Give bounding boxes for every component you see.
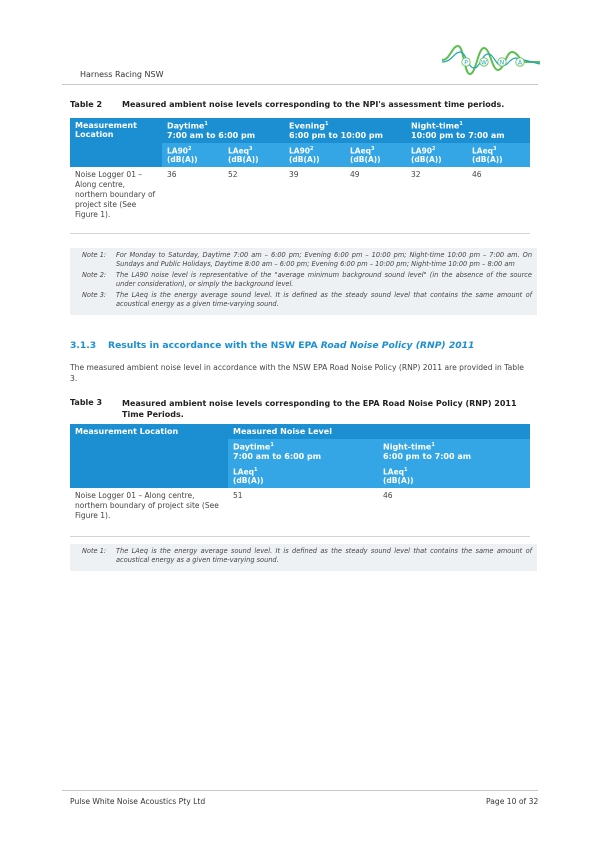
period-time: 6:00 pm to 7:00 am bbox=[383, 451, 472, 461]
logo-letter: N bbox=[499, 59, 505, 67]
table2-header-night bbox=[406, 118, 530, 143]
table3 bbox=[70, 424, 530, 537]
table3-cell: 46 bbox=[383, 491, 393, 501]
table3-notes bbox=[70, 544, 537, 571]
note-text: For Monday to Saturday, Daytime 7:00 am – 6:00 pm; Evening 6:00 pm – 10:00 pm; Night-time 10:00 pm – 7:00 am. On Sundays and Public Holidays, Daytime 8:00 am – 6:00 pm; Evening 6:00 pm – 10:00 pm; Night-time 10:00 pm – 8:00 am bbox=[116, 251, 532, 268]
table3-title: Measured ambient noise levels corresponding to the EPA Road Noise Policy (RNP) 2011 Time Periods. bbox=[122, 399, 517, 419]
table2-cell: 39 bbox=[289, 170, 299, 180]
period-sup: 1 bbox=[270, 442, 274, 448]
section-title: Results in accordance with the NSW EPA bbox=[108, 340, 321, 351]
table3-number: Table 3 bbox=[70, 398, 103, 407]
sub-label: LAeq bbox=[233, 467, 255, 477]
table2-header-evening bbox=[284, 118, 406, 143]
table2-sub-laeq bbox=[467, 143, 530, 168]
section-title-italic: Road Noise Policy (RNP) 2011 bbox=[320, 340, 475, 351]
sub-sup: 2 bbox=[310, 145, 314, 152]
sub-sup: 3 bbox=[493, 145, 497, 152]
table2-title: Measured ambient noise levels corresponding to the NPI's assessment time periods. bbox=[122, 100, 505, 109]
logo-letter: P bbox=[464, 59, 468, 67]
note bbox=[82, 547, 532, 565]
table3-sub-laeq bbox=[228, 464, 378, 489]
section-heading bbox=[70, 340, 474, 351]
sub-label: LAeq bbox=[228, 146, 250, 156]
logo-letter: A bbox=[517, 59, 523, 67]
table2-sub-la90 bbox=[162, 143, 223, 168]
sub-unit: (dB(A)) bbox=[472, 155, 503, 165]
sub-unit: (dB(A)) bbox=[228, 155, 259, 165]
period-name: Daytime bbox=[233, 442, 271, 452]
period-name: Night-time bbox=[383, 442, 432, 452]
table3-cell: 51 bbox=[233, 491, 243, 501]
note-text: The LAeq is the energy average sound level. It is defined as the steady sound level that contains the same amount of acoustical energy as a given time-varying sound. bbox=[116, 547, 532, 564]
table2-number: Table 2 bbox=[70, 100, 103, 109]
period-sup: 1 bbox=[204, 121, 208, 127]
sub-label: LAeq bbox=[383, 467, 405, 477]
logo-letter: W bbox=[481, 59, 487, 67]
table3-caption bbox=[70, 398, 530, 420]
sub-sup: 1 bbox=[254, 466, 258, 473]
page-number: Page 10 of 32 bbox=[486, 797, 539, 806]
section-number: 3.1.3 bbox=[70, 340, 97, 351]
sub-sup: 3 bbox=[371, 145, 375, 152]
section-paragraph: The measured ambient noise level in accordance with the NSW EPA Road Noise Policy (RNP) 2011 are provided in Table 3. bbox=[70, 363, 524, 383]
sub-label: LA90 bbox=[411, 146, 433, 156]
table2-sub-la90 bbox=[284, 143, 345, 168]
table3-row-location: Noise Logger 01 – Along centre, northern boundary of project site (See Figure 1). bbox=[75, 491, 219, 521]
table2-sub-laeq bbox=[345, 143, 406, 168]
table3-header-level: Measured Noise Level bbox=[228, 424, 530, 439]
table2-sub-laeq bbox=[223, 143, 284, 168]
note bbox=[82, 271, 532, 289]
period-time: 7:00 am to 6:00 pm bbox=[167, 130, 256, 140]
table3-sub-laeq bbox=[378, 464, 530, 489]
footer-company: Pulse White Noise Acoustics Pty Ltd bbox=[70, 797, 206, 806]
note bbox=[82, 291, 532, 309]
table2-cell: 52 bbox=[228, 170, 238, 180]
table2-cell: 49 bbox=[350, 170, 360, 180]
sub-label: LAeq bbox=[350, 146, 372, 156]
table3-header-daytime bbox=[228, 439, 378, 464]
table2-row-location: Noise Logger 01 – Along centre, northern boundary of project site (See Figure 1). bbox=[75, 170, 156, 220]
sub-sup: 1 bbox=[404, 466, 408, 473]
period-time: 6:00 pm to 10:00 pm bbox=[289, 130, 383, 140]
sub-sup: 3 bbox=[249, 145, 253, 152]
period-sup: 1 bbox=[431, 442, 435, 448]
note-label: Note 1: bbox=[82, 547, 107, 555]
period-sup: 1 bbox=[459, 121, 463, 127]
table2-cell: 46 bbox=[472, 170, 482, 180]
sub-unit: (dB(A)) bbox=[411, 155, 442, 165]
header-company: Harness Racing NSW bbox=[80, 70, 164, 79]
table2-notes bbox=[70, 248, 537, 315]
sub-sup: 2 bbox=[188, 145, 192, 152]
period-name: Night-time bbox=[411, 121, 460, 131]
table2-header-location: Measurement Location bbox=[70, 118, 162, 167]
note-label: Note 3: bbox=[82, 291, 107, 299]
sub-unit: (dB(A)) bbox=[383, 476, 414, 486]
period-name: Daytime bbox=[167, 121, 205, 131]
table2-header-daytime bbox=[162, 118, 284, 143]
table2-caption bbox=[70, 100, 504, 109]
table3-header-location: Measurement Location bbox=[70, 424, 228, 488]
footer-divider bbox=[62, 790, 538, 791]
table3-header-night bbox=[378, 439, 530, 464]
period-time: 7:00 am to 6:00 pm bbox=[233, 451, 322, 461]
sub-label: LA90 bbox=[167, 146, 189, 156]
pwna-logo bbox=[440, 40, 542, 78]
note-text: The LAeq is the energy average sound level. It is defined as the steady sound level that contains the same amount of acoustical energy as a given time-varying sound. bbox=[116, 291, 532, 308]
sub-sup: 2 bbox=[432, 145, 436, 152]
table2-cell: 32 bbox=[411, 170, 421, 180]
sub-unit: (dB(A)) bbox=[289, 155, 320, 165]
sub-unit: (dB(A)) bbox=[167, 155, 198, 165]
period-name: Evening bbox=[289, 121, 325, 131]
sub-unit: (dB(A)) bbox=[350, 155, 381, 165]
sub-label: LA90 bbox=[289, 146, 311, 156]
note bbox=[82, 251, 532, 269]
table2 bbox=[70, 118, 530, 234]
sub-unit: (dB(A)) bbox=[233, 476, 264, 486]
note-text: The LA90 noise level is representative of the "average minimum background sound level" (in the absence of the source under consideration), or simply the background level. bbox=[116, 271, 532, 288]
period-sup: 1 bbox=[324, 121, 329, 127]
table2-sub-la90 bbox=[406, 143, 467, 168]
sub-label: LAeq bbox=[472, 146, 494, 156]
note-label: Note 2: bbox=[82, 271, 107, 279]
header-divider bbox=[62, 84, 538, 85]
table2-cell: 36 bbox=[167, 170, 177, 180]
note-label: Note 1: bbox=[82, 251, 107, 259]
period-time: 10:00 pm to 7:00 am bbox=[411, 130, 505, 140]
